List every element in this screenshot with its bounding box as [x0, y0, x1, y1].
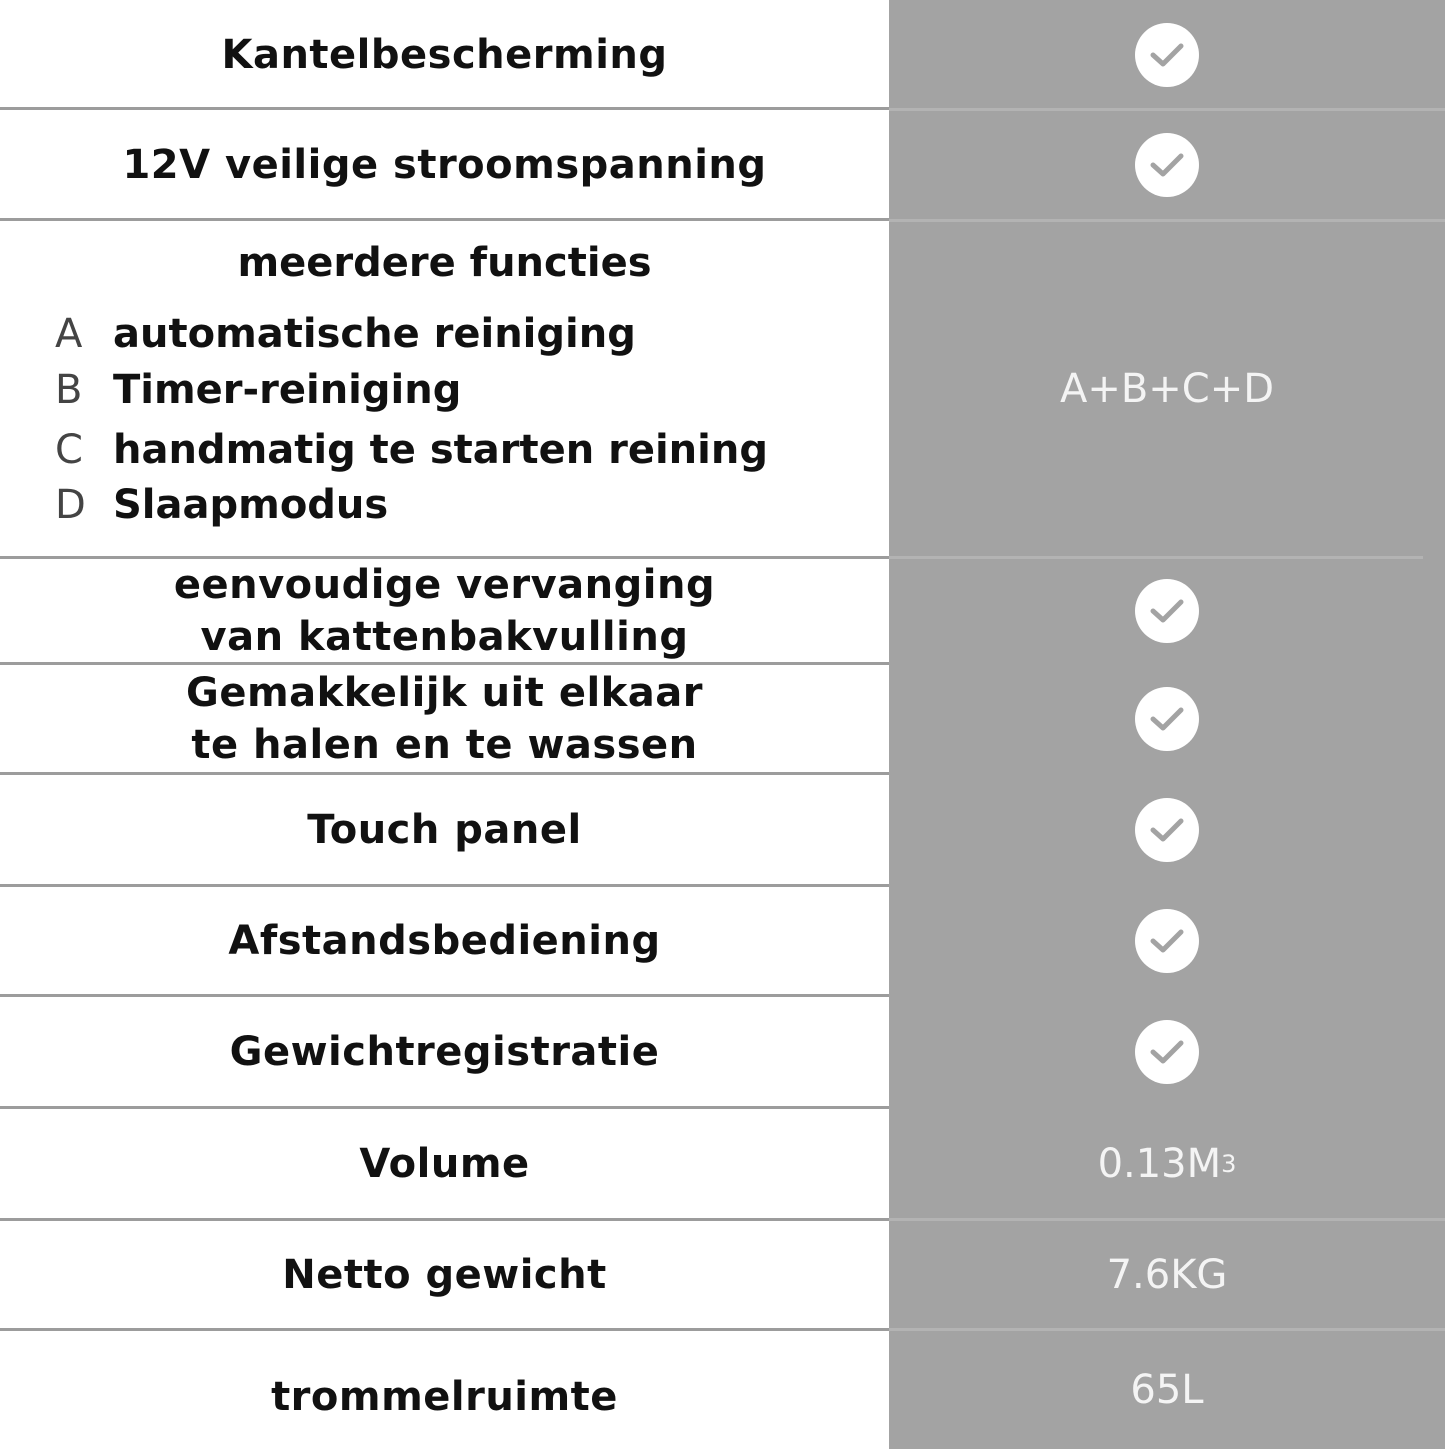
row-label: Volume: [359, 1141, 530, 1187]
table-row: [0, 664, 1445, 774]
check-circle-icon: [1135, 579, 1199, 643]
table-row: [0, 886, 1445, 996]
function-letter: D: [55, 482, 86, 528]
row-value: [889, 0, 1445, 110]
row-value: 7.6KG: [1106, 1252, 1228, 1298]
row-label: 12V veilige stroomspanning: [122, 142, 767, 188]
row-value: [889, 886, 1445, 996]
functions-title: meerdere functies: [237, 240, 652, 286]
row-value: [889, 664, 1445, 774]
row-value: 65L: [1130, 1366, 1204, 1413]
row-value: [889, 110, 1445, 220]
row-label-line: van kattenbakvulling: [200, 614, 689, 660]
function-letter: B: [55, 367, 83, 413]
function-text: Slaapmodus: [113, 482, 389, 528]
table-row: [0, 1108, 1445, 1220]
row-value: [889, 774, 1445, 886]
row-label: Touch panel: [307, 807, 582, 853]
check-circle-icon: [1135, 798, 1199, 862]
row-label: [0, 664, 889, 774]
row-label: [0, 558, 889, 664]
check-circle-icon: [1135, 909, 1199, 973]
function-letter: C: [55, 427, 83, 473]
function-text: Timer-reiniging: [113, 367, 462, 413]
table-row: [0, 1220, 1445, 1330]
row-label: Netto gewicht: [282, 1252, 607, 1298]
function-item: [55, 422, 768, 478]
table-row: [0, 0, 1445, 110]
row-value: [889, 558, 1445, 664]
row-value: A+B+C+D: [1059, 366, 1275, 412]
check-circle-icon: [1135, 687, 1199, 751]
table-row: [0, 558, 1445, 664]
function-text: handmatig te starten reining: [113, 427, 768, 473]
row-label: trommelruimte: [271, 1373, 618, 1420]
check-circle-icon: [1135, 23, 1199, 87]
function-letter: A: [55, 311, 83, 357]
row-label-line: te halen en te wassen: [191, 722, 698, 768]
row-value: [889, 1108, 1445, 1220]
function-item: [55, 362, 461, 418]
row-label-line: eenvoudige vervanging: [173, 562, 716, 608]
row-label: Afstandsbediening: [228, 918, 661, 964]
check-circle-icon: [1135, 1020, 1199, 1084]
volume-exponent: 3: [1221, 1150, 1237, 1178]
table-row: [0, 110, 1445, 220]
row-label: Kantelbescherming: [221, 32, 668, 78]
row-label: Gewichtregistratie: [229, 1029, 660, 1075]
table-row: [0, 1330, 1445, 1449]
table-row: [0, 996, 1445, 1108]
row-value: [889, 996, 1445, 1108]
check-circle-icon: [1135, 133, 1199, 197]
function-item: [55, 477, 388, 533]
function-item: [55, 306, 636, 362]
volume-value: 0.13M: [1097, 1141, 1222, 1187]
function-text: automatische reiniging: [113, 311, 636, 357]
row-label-line: Gemakkelijk uit elkaar: [186, 670, 703, 716]
table-row: [0, 774, 1445, 886]
